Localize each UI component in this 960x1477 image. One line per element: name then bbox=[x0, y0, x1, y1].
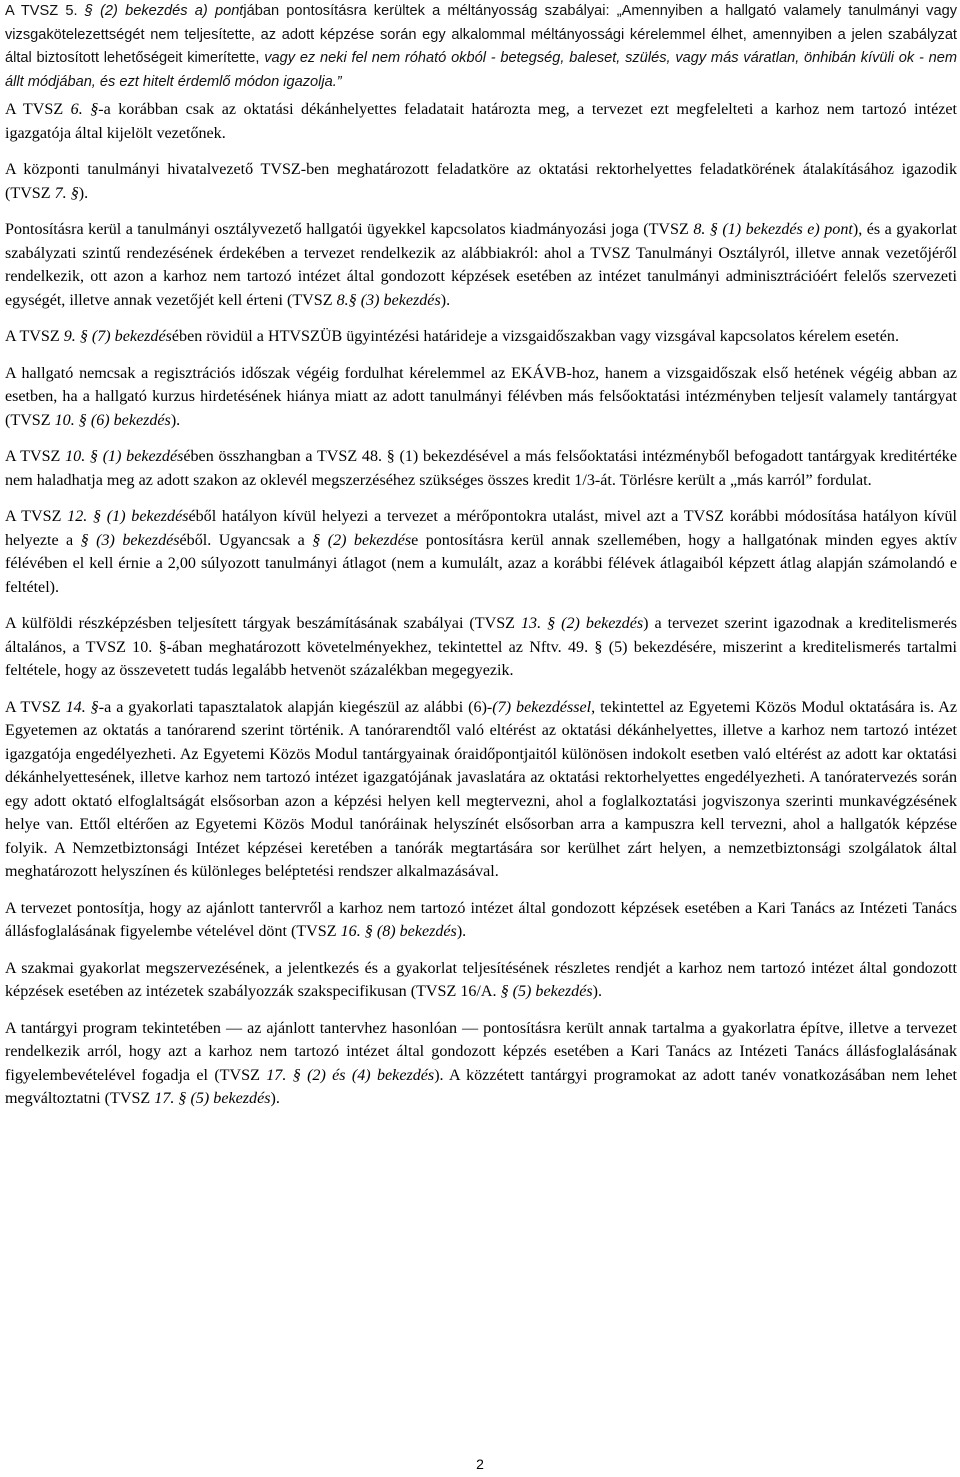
paragraph-reference-italic: (7) bekezdéssel bbox=[492, 698, 592, 716]
paragraph-text: ). bbox=[170, 411, 181, 429]
paragraph bbox=[5, 1017, 957, 1111]
paragraph-text: ), és a gyakorlat szabályzati szintű rendezésének érdekében a tervezet rendelkezik az alábbiakról: ahol a TVSZ Tanulmányi Osztályról, illetve annak vezetőjéről rendelkezik, ott azon a karhoz nem tartozó intézet által gondozott képzések esetében az intézet tanulmányi adminisztrációért felelős szervezeti egységét, illetve annak vezetőjét kell érteni (TVSZ bbox=[5, 221, 958, 309]
paragraph-text: A TVSZ bbox=[5, 508, 68, 525]
paragraph-text: A TVSZ bbox=[5, 698, 66, 716]
paragraph-reference-italic: 17. § (5) bekezdés bbox=[154, 1090, 271, 1107]
paragraph-text: A tervezet pontosítja, hogy az ajánlott tantervről a karhoz nem tartozó intézet által gondozott képzések esetében a Kari Tanács az Intézeti Tanács állásfoglalásának figyelembe vételével dönt (TVSZ bbox=[5, 899, 957, 940]
paragraph-text: ). bbox=[592, 983, 603, 1000]
paragraph bbox=[5, 325, 957, 349]
paragraph-text: ). bbox=[440, 291, 451, 309]
paragraph-text: A központi tanulmányi hivatalvezető TVSZ-ben meghatározott feladatköre az oktatási rektorhelyettes feladatkörének átalakításához igazodik (TVSZ bbox=[5, 161, 957, 202]
paragraph-reference-italic: 17. § (2) és (4) bekezdés bbox=[266, 1066, 435, 1084]
paragraph-reference-italic: § (5) bekezdés bbox=[500, 983, 593, 1000]
paragraph bbox=[5, 957, 957, 1004]
paragraph-reference-italic: 8. § (1) bekezdés e) pont bbox=[693, 221, 853, 238]
paragraph-reference-italic: 8.§ (3) bekezdés bbox=[336, 291, 441, 309]
paragraph-text: -a korábban csak az oktatási dékánhelyettes feladatait határozta meg, a tervezet ezt megfelelteti a karhoz nem tartozó intézet igazgatója által kijelölt vezetőnek. bbox=[5, 101, 957, 142]
paragraph bbox=[5, 612, 957, 683]
paragraph-reference-italic: 6. § bbox=[70, 101, 99, 118]
page-number: 2 bbox=[476, 1456, 484, 1472]
paragraph-reference-italic: 13. § (2) bekezdés bbox=[521, 615, 644, 632]
paragraph-text: éből. Ugyancsak a bbox=[179, 531, 313, 549]
paragraph-reference-italic: 10. § (6) bekezdés bbox=[54, 411, 171, 429]
paragraph bbox=[5, 445, 957, 492]
paragraph-reference-italic: 10. § (1) bekezdés bbox=[65, 448, 184, 465]
paragraph-reference-italic: § (2) bekezdés a) pont bbox=[84, 3, 244, 19]
paragraph-text: ). bbox=[78, 184, 89, 202]
paragraph bbox=[5, 98, 957, 145]
paragraph-text: ében összhangban a TVSZ 48. § (1) bekezdésével a más felsőoktatási intézményből befogadott tantárgyak kreditértéke nem haladhatja meg az adott szakon az oklevél megszerzéséhez szükséges összes kredit 1/3-át. Törlésre került a „más karról” fordulat. bbox=[5, 448, 957, 489]
paragraph bbox=[5, 0, 957, 94]
paragraph bbox=[5, 897, 957, 944]
paragraph-reference-italic: vagy ez neki fel nem róható okból - betegség, baleset, szülés, vagy más váratlan, önhibán kívüli ok - nem állt módjában, és ezt hitelt érdemlő módon igazolja.” bbox=[5, 50, 957, 90]
paragraph-reference-italic: 9. § (7) bekezdés bbox=[63, 328, 172, 345]
paragraph-text: A TVSZ bbox=[5, 328, 64, 345]
paragraph-text: -a a gyakorlati tapasztalatok alapján kiegészül az alábbi (6)- bbox=[98, 698, 493, 716]
paragraph-text: e pontosításra kerül annak szellemében, hogy a hallgatónak minden egyes aktív félévében el kell érnie a 2,00 súlyozott tanulmányi átlagot (nem a kumulált, azaz a korábbi félévek átlagaiból képzett átlag alapján számolandó e feltétel). bbox=[5, 531, 957, 596]
paragraph-text: Pontosításra kerül a tanulmányi osztályvezető hallgatói ügyekkel kapcsolatos kiadmányozási joga (TVSZ bbox=[5, 221, 694, 238]
paragraph-reference-italic: 14. § bbox=[65, 698, 99, 716]
paragraph-text: A TVSZ 5. bbox=[5, 3, 85, 19]
paragraph bbox=[5, 362, 957, 433]
paragraph-reference-italic: § (2) bekezdés bbox=[312, 531, 412, 549]
paragraph bbox=[5, 218, 957, 312]
paragraph-reference-italic: § (3) bekezdés bbox=[80, 531, 180, 549]
paragraph-text: A tantárgyi program tekintetében — az ajánlott tantervhez hasonlóan — pontosításra került annak tartalma a gyakorlatra építve, illetve a tervezet rendelkezik arról, hogy azt a karhoz nem tartozó intézet által gondozott képzés esetében a Kari Tanács az Intézeti Tanács állásfoglalásának figyelembevételével fogadja el (TVSZ bbox=[5, 1019, 957, 1084]
document-body bbox=[5, 0, 957, 1124]
paragraph-reference-italic: 16. § (8) bekezdés bbox=[340, 923, 457, 940]
paragraph-text: ). A közzétett tantárgyi programokat az adott tanév vonatkozásában nem lehet megváltoztatni (TVSZ bbox=[5, 1066, 957, 1107]
paragraph-text: A szakmai gyakorlat megszervezésének, a jelentkezés és a gyakorlat teljesítésének részletes rendjét a karhoz nem tartozó intézet által gondozott képzések esetében az intézetek szabályozzák szakspecifikusan (TVSZ 16/A. bbox=[5, 959, 957, 1000]
paragraph-text: éből hatályon kívül helyezi a tervezet a mérőpontokra utalást, mivel azt a TVSZ korábbi módosítása hatályon kívül helyezte a bbox=[5, 508, 957, 549]
paragraph-reference-italic: 7. § bbox=[54, 184, 79, 202]
paragraph bbox=[5, 158, 957, 205]
paragraph-reference-italic: 12. § (1) bekezdés bbox=[67, 508, 189, 525]
paragraph-text: A külföldi részképzésben teljesített tárgyak beszámításának szabályai (TVSZ bbox=[5, 615, 521, 632]
paragraph-text: A hallgató nemcsak a regisztrációs időszak végéig fordulhat kérelemmel az EKÁVB-hoz, hanem a vizsgaidőszak első hetének végéig abban az esetben, ha a hallgató kurzus hirdetésének hiánya miatt az adott tanulmányi félévben más felsőoktatási intézményben teljesít valamely tantárgyat (TVSZ bbox=[5, 364, 957, 429]
paragraph-text: jában pontosításra kerültek a méltányosság szabályai: bbox=[243, 3, 617, 19]
paragraph-text: , tekintettel az Egyetemi Közös Modul oktatására is. Az Egyetemen az oktatás a tanórarend szerint történik. A tanórarendtől való eltérést az oktatási dékánhelyettes, illetve a karhoz nem tartozó intézet igazgatója engedélyezheti. Az Egyetemi Közös Modul tantárgyainak óraidőpontjaitól különösen indokolt esetben való eltérést az adott kar oktatási dékánhelyettesének, illetve karhoz nem tartozó intézet igazgatójának javaslatára az oktatási rektorhelyettes engedélyezheti. A tanóratervezés során egy adott oktató elfoglaltságát elsősorban azon a képzési helyen kell megtervezni, ahol a foglalkoztatási jogviszonya szerinti munkavégzésének helye van. Ettől eltérően az Egyetemi Közös Modul tanóráinak helyszínét elsősorban arra a kampuszra kell tervezni, ahol a hallgatók képzése folyik. A Nemzetbiztonsági Intézet képzései keretében a tanórák megtartására sor kerülhet zárt helyen, a nemzetbiztonsági szolgálatok által meghatározott helyszínen és különleges beléptetési rendszer alkalmazásával. bbox=[5, 698, 958, 880]
paragraph-text: A TVSZ bbox=[5, 101, 71, 118]
paragraph-text: ében rövidül a HTVSZÜB ügyintézési határideje a vizsgaidőszakban vagy vizsgával kapcsolatos kérelem esetén. bbox=[171, 328, 899, 345]
paragraph bbox=[5, 696, 957, 884]
paragraph-text: A TVSZ bbox=[5, 448, 66, 465]
paragraph bbox=[5, 505, 957, 599]
paragraph-text: „Amennyiben a hallgató valamely tanulmányi vagy vizsgakötelezettségét nem teljesítette, az adott képzése során egy alkalommal méltányossági kérelemmel élhet, amennyiben a jelen szabályzat által biztosított lehetőségeit kimerítette, bbox=[5, 3, 958, 66]
paragraph-text: ). bbox=[270, 1090, 280, 1107]
paragraph-text: ). bbox=[456, 923, 467, 940]
paragraph-text: ) a tervezet szerint igazodnak a kreditelismerés általános, a TVSZ 10. §-ában meghatározott követelményekhez, tekintettel az Nftv. 49. § (5) bekezdésére, miszerint a kreditelismerés tartalmi feltétele, hogy az összevetett tudás legalább hetvenöt százalékban megegyezik. bbox=[5, 615, 957, 679]
